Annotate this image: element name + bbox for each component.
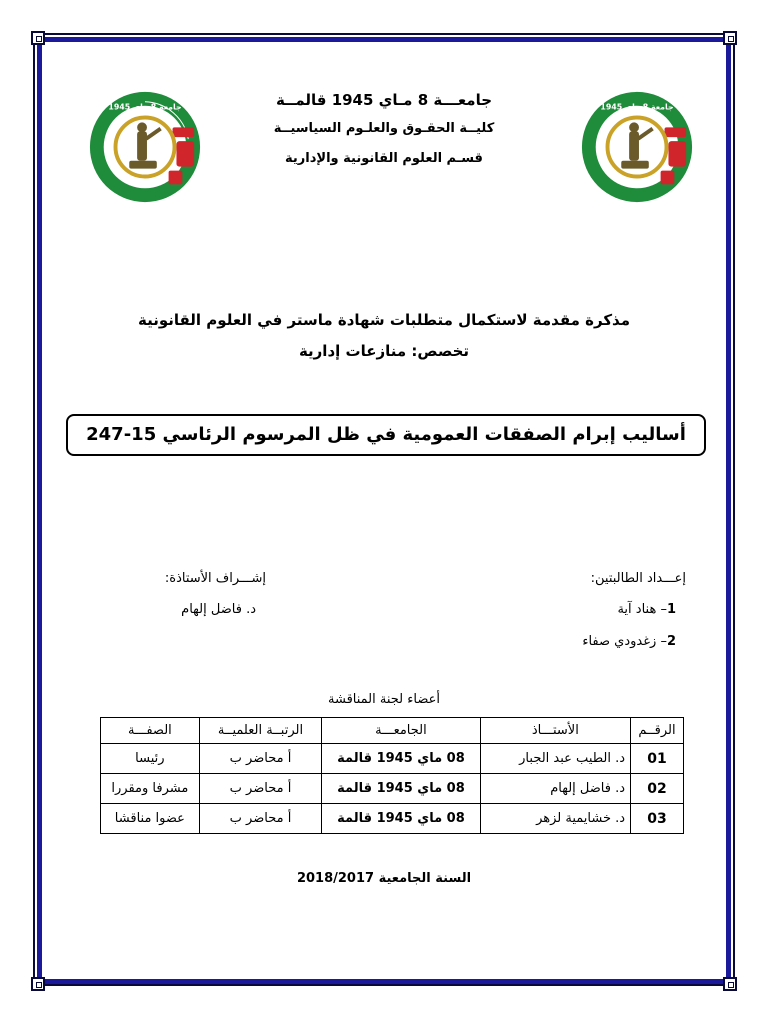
student-number: 2 [666,634,676,649]
frame-corner-top-right [723,31,737,45]
student-name: – زغدودي صفاء [582,634,667,649]
member-university: 08 ماي 1945 قالمة [322,744,480,774]
member-name: د. خشايمية لزهر [480,804,630,834]
thesis-title: أساليب إبرام الصفقات العمومية في ظل المرسوم الرئاسي 15-247 [86,424,686,445]
table-row [101,804,684,834]
column-header: الجامعـــة [322,718,480,744]
students-heading: إعـــداد الطالبتين: [590,571,686,586]
thesis-title-box [66,414,706,456]
academic-year: السنة الجامعية 2018/2017 [296,871,472,886]
member-name: د. فاضل إلهام [480,774,630,804]
member-university: 08 ماي 1945 قالمة [322,804,480,834]
committee-heading: أعضاء لجنة المناقشة [328,692,440,707]
student-number: 1 [666,602,676,617]
member-role: مشرفا ومقررا [101,774,200,804]
frame-corner-top-left [31,31,45,45]
column-header: الرتبــة العلميــة [199,718,322,744]
column-header: الرقــم [631,718,684,744]
student-item [582,634,676,649]
table-row [101,774,684,804]
member-rank: أ محاضر ب [199,804,322,834]
committee-table [100,717,684,834]
frame-corner-bottom-right [723,977,737,991]
member-rank: أ محاضر ب [199,774,322,804]
member-number: 01 [631,744,684,774]
member-role: رئيسا [101,744,200,774]
thesis-purpose: مذكرة مقدمة لاستكمال متطلبات شهادة ماستر في العلوم القانونية [137,311,631,329]
department-name: قسـم العلوم القانونية والإدارية [285,151,483,166]
logo-arc-text: جامعة 8 ماي 1945 [600,102,674,112]
student-name: – هناد آية [617,602,667,617]
supervisor-heading: إشـــراف الأستاذة: [164,571,266,586]
table-header-row [101,718,684,744]
logo-arc-text: جامعة 8 ماي 1945 [108,102,182,112]
column-header: الأستـــاذ [480,718,630,744]
supervisor-name: د. فاضل إلهام [181,602,256,617]
student-item [617,602,676,617]
thesis-specialty: تخصص: منازعات إدارية [298,342,470,360]
member-university: 08 ماي 1945 قالمة [322,774,480,804]
member-role: عضوا مناقشا [101,804,200,834]
member-number: 03 [631,804,684,834]
member-rank: أ محاضر ب [199,744,322,774]
frame-corner-bottom-left [31,977,45,991]
university-name: جامعـــة 8 مـاي 1945 قالمــة [275,91,493,109]
column-header: الصفـــة [101,718,200,744]
member-number: 02 [631,774,684,804]
faculty-name: كليــة الحقـوق والعلـوم السياسيــة [273,121,495,136]
member-name: د. الطيب عبد الجبار [480,744,630,774]
table-row [101,744,684,774]
